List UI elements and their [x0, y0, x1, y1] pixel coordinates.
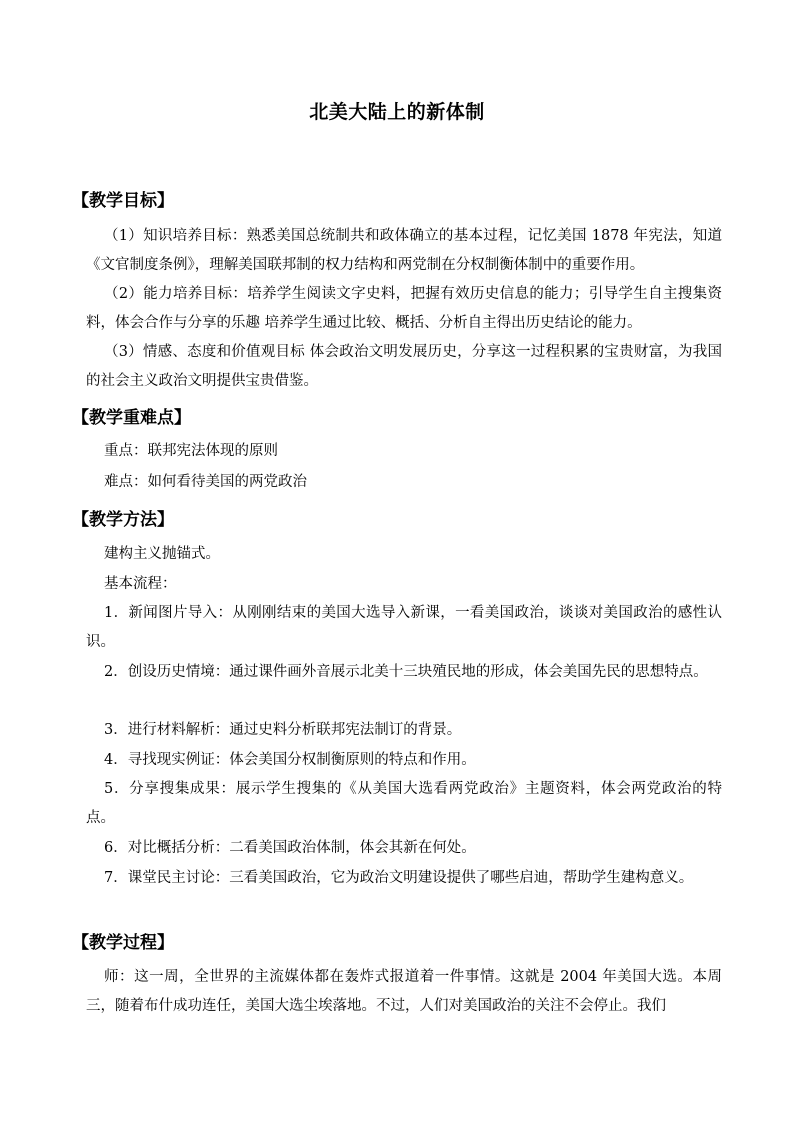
method-text: 建构主义抛锚式。 [104, 546, 220, 562]
section-heading-process: 【教学过程】 [72, 933, 174, 953]
page-title: 北美大陆上的新体制 [309, 101, 485, 123]
flow-step-6: 6．对比概括分析：二看美国政治体制，体会其新在何处。 [104, 840, 476, 856]
goal-paragraph-emotion: （3）情感、态度和价值观目标 体会政治文明发展历史，分享这一过程积累的宝贵财富，为我国的社会主义政治文明提供宝贵借鉴。 [86, 344, 722, 389]
process-paragraph: 师：这一周，全世界的主流媒体都在轰炸式报道着一件事情。这就是 2004 年美国大选。本周三，随着布什成功连任，美国大选尘埃落地。不过，人们对美国政治的关注不会停止。我们 [86, 969, 722, 1014]
goal-paragraph-ability: （2）能力培养目标：培养学生阅读文字史料，把握有效历史信息的能力；引导学生自主搜集资料，体会合作与分享的乐趣 培养学生通过比较、概括、分析自主得出历史结论的能力。 [86, 286, 722, 331]
flow-step-7: 7．课堂民主讨论：三看美国政治，它为政治文明建设提供了哪些启迪，帮助学生建构意义。 [104, 870, 694, 886]
flow-step-4: 4．寻找现实例证：体会美国分权制衡原则的特点和作用。 [104, 752, 476, 768]
key-point-focus: 重点：联邦宪法体现的原则 [104, 443, 278, 459]
flow-label: 基本流程： [104, 576, 177, 592]
flow-step-5: 5．分享搜集成果：展示学生搜集的《从美国大选看两党政治》主题资料，体会两党政治的特点。 [86, 781, 722, 826]
goal-paragraph-knowledge: （1）知识培养目标：熟悉美国总统制共和政体确立的基本过程，记忆美国 1878 年宪法，知道《文官制度条例》，理解美国联邦制的权力结构和两党制在分权制衡体制中的重要作用。 [86, 228, 722, 273]
section-heading-methods: 【教学方法】 [72, 510, 174, 530]
section-heading-goals: 【教学目标】 [72, 191, 174, 211]
flow-step-2: 2．创设历史情境：通过课件画外音展示北美十三块殖民地的形成，体会美国先民的思想特点。 [104, 664, 708, 680]
flow-step-1: 1．新闻图片导入：从刚刚结束的美国大选导入新课，一看美国政治，谈谈对美国政治的感性认识。 [86, 605, 722, 650]
key-point-difficulty: 难点：如何看待美国的两党政治 [104, 474, 307, 490]
flow-step-3: 3．进行材料解析：通过史料分析联邦宪法制订的背景。 [104, 722, 462, 738]
section-heading-key-points: 【教学重难点】 [72, 408, 191, 428]
